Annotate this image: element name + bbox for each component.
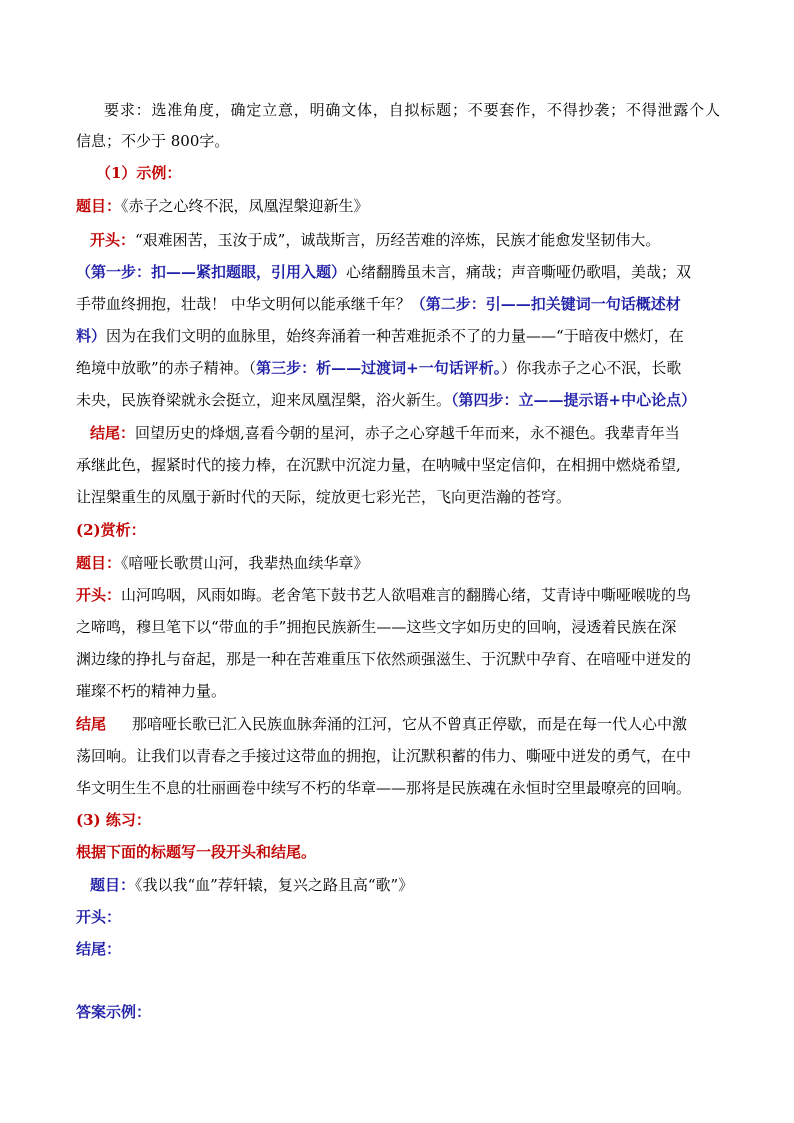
s2-ending-line-1 <box>76 714 687 734</box>
s1-title-text: 《赤子之心终不泯，凤凰涅槃迎新生》 <box>121 197 369 215</box>
s1-opening-line-3 <box>76 294 681 314</box>
s1-opening-line-5 <box>76 358 681 378</box>
s1-title-row <box>76 196 369 216</box>
s2-ending-label: 结尾 <box>76 715 107 733</box>
s1-opening-line-4 <box>76 326 684 346</box>
s2-ending-line-3: 华文明生生不息的壮丽画卷中续写不朽的华章——那将是民族魂在永恒时空里最嘹亮的回响。 <box>76 779 692 797</box>
step-2-note-a: （第二步：引——扣关键词一句话概述材 <box>410 295 681 313</box>
s1-opening-line-6 <box>76 390 696 410</box>
section-3-heading: (3) 练习： <box>76 811 151 829</box>
s1-opening-text-4: 因为在我们文明的血脉里，始终奔涌着一种苦难扼杀不了的力量——“于暗夜中燃灯，在 <box>106 327 684 345</box>
s1-ending-text-1: 回望历史的烽烟,喜看今朝的星河，赤子之心穿越千年而来，永不褪色。我辈青年当 <box>135 424 680 442</box>
s1-opening-text-6: ）你我赤子之心不泯，长歌 <box>501 359 682 377</box>
step-2-note-b: 料） <box>76 327 107 345</box>
step-4-note: （第四步：立——提示语+中心论点） <box>451 391 697 409</box>
s3-ending-label: 结尾： <box>76 940 122 958</box>
s2-title-text: 《喑哑长歌贯山河，我辈热血续华章》 <box>121 554 369 572</box>
s3-title-row <box>90 875 413 895</box>
s1-opening-line-2 <box>76 262 691 282</box>
s2-opening-line-1 <box>76 585 691 605</box>
s1-opening-text-7: 未央，民族脊梁就永会挺立，迎来凤凰涅槃，浴火新生。 <box>76 391 452 409</box>
s3-title-label: 题目： <box>90 876 136 894</box>
step-1-note: （第一步：扣——紧扣题眼，引用入题） <box>76 263 347 281</box>
step-3-note: 第三步：析——过渡词+一句话评析。 <box>256 359 502 377</box>
requirement-line-2: 信息；不少于 800字。 <box>76 132 230 150</box>
s2-opening-text-1: 山河呜咽，风雨如晦。老舍笔下鼓书艺人欲唱难言的翻腾心绪，艾青诗中嘶哑喉咙的鸟 <box>121 586 692 604</box>
s2-ending-line-2: 荡回响。让我们以青春之手接过这带血的拥抱，让沉默积蓄的伟力、嘶哑中迸发的勇气，在中 <box>76 747 692 765</box>
s2-opening-line-2: 之啼鸣，穆旦笔下以“带血的手”拥抱民族新生——这些文字如历史的回响，浸透着民族在深 <box>76 618 677 636</box>
s3-title-text: 《我以我“血”荐轩辕，复兴之路且高“歌”》 <box>135 876 414 894</box>
section-2-heading: (2)赏析： <box>76 521 146 539</box>
practice-instruction: 根据下面的标题写一段开头和结尾。 <box>76 843 317 861</box>
section-1-heading: （1）示例： <box>96 164 182 182</box>
s2-title-label: 题目： <box>76 554 122 572</box>
answer-example-label: 答案示例： <box>76 1003 152 1021</box>
requirement-line-1: 要求：选准角度，确定立意，明确文体，自拟标题；不要套作，不得抄袭；不得泄露个人 <box>104 101 720 119</box>
s1-ending-line-3: 让涅槃重生的凤凰于新时代的天际，绽放更七彩光芒，飞向更浩瀚的苍穹。 <box>76 488 572 506</box>
s1-opening-text-1: “艰难困苦，玉汝于成”，诚哉斯言，历经苦难的淬炼，民族才能愈发坚韧伟大。 <box>135 231 661 249</box>
s3-opening-label: 开头： <box>76 908 122 926</box>
s2-ending-text-1: 那喑哑长歌已汇入民族血脉奔涌的江河，它从不曾真正停歇，而是在每一代人心中激 <box>132 715 688 733</box>
s1-ending-label: 结尾： <box>90 424 136 442</box>
s1-opening-line-1 <box>90 230 660 250</box>
s2-opening-line-3: 渊边缘的挣扎与奋起，那是一种在苦难重压下依然顽强滋生、于沉默中孕育、在喑哑中迸发的 <box>76 650 692 668</box>
s1-opening-label: 开头： <box>90 231 136 249</box>
s1-opening-text-3: 手带血终拥抱，壮哉！ 中华文明何以能承继千年？ <box>76 295 411 313</box>
s1-title-label: 题目： <box>76 197 122 215</box>
s1-opening-text-2: 心绪翻腾虽未言，痛哉；声音嘶哑仍歌唱，美哉；双 <box>346 263 692 281</box>
s2-opening-label: 开头： <box>76 586 122 604</box>
s1-opening-text-5: 绝境中放歌”的赤子精神。（ <box>76 359 257 377</box>
s1-ending-line-1 <box>90 423 680 443</box>
s2-opening-line-4: 璀璨不朽的精神力量。 <box>76 682 227 700</box>
s1-ending-line-2: 承继此色，握紧时代的接力棒，在沉默中沉淀力量，在呐喊中坚定信仰，在相拥中燃烧希望, <box>76 456 681 474</box>
s2-title-row <box>76 553 369 573</box>
